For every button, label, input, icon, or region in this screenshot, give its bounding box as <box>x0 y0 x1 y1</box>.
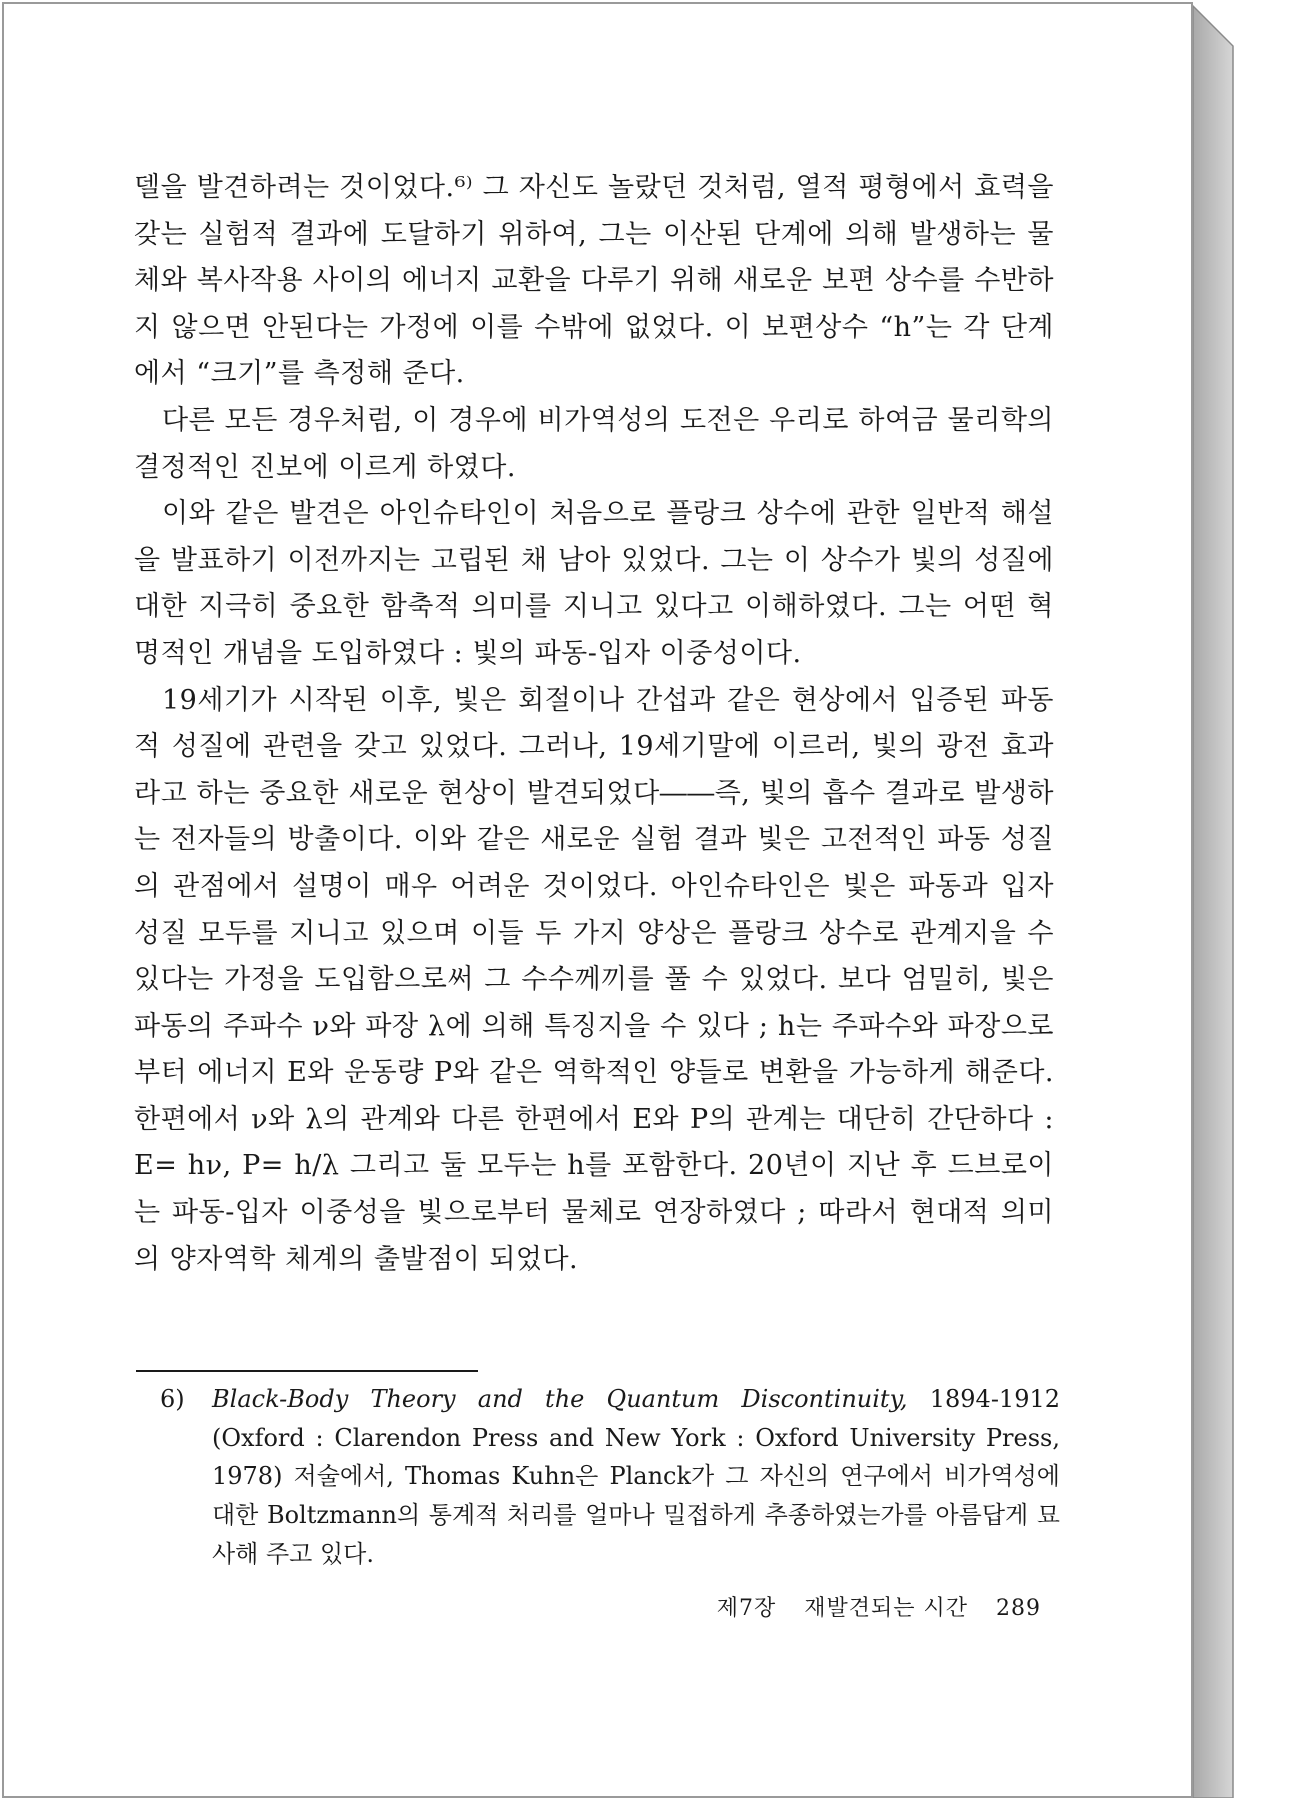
footnote-divider <box>136 1370 478 1372</box>
paragraph: 델을 발견하려는 것이었다.⁶⁾ 그 자신도 놀랐던 것처럼, 열적 평형에서 효력을 갖는 실험적 결과에 도달하기 위하여, 그는 이산된 단계에 의해 발생하는 물체와 복사작용 사이의 에너지 교환을 다루기 위해 새로운 보편 상수를 수반하지 않으면 안된다는 가정에 이를 수밖에 없었다. 이 보편상수 “h”는 각 단계에서 “크기”를 측정해 준다. <box>134 172 1054 390</box>
chapter-label: 제7장 <box>716 1596 777 1621</box>
footnote-body <box>212 1380 1060 1574</box>
running-footer <box>697 1591 1041 1622</box>
footnote-number: 6) <box>160 1385 185 1413</box>
footnote-title: Black-Body Theory and the Quantum Discontinuity, <box>212 1385 908 1414</box>
paragraph: 19세기가 시작된 이후, 빛은 회절이나 간섭과 같은 현상에서 입증된 파동적 성질에 관련을 갖고 있었다. 그러나, 19세기말에 이르러, 빛의 광전 효과라고 하는 중요한 새로운 현상이 발견되었다――즉, 빛의 흡수 결과로 발생하는 전자들의 방출이다. 이와 같은 새로운 실험 결과 빛은 고전적인 파동 성질의 관점에서 설명이 매우 어려운 것이었다. 아인슈타인은 빛은 파동과 입자 성질 모두를 지니고 있으며 이들 두 가지 양상은 플랑크 상수로 관계지을 수 있다는 가정을 도입함으로써 그 수수께끼를 풀 수 있었다. 보다 엄밀히, 빛은 파동의 주파수 ν와 파장 λ에 의해 특징지을 수 있다 ; h는 주파수와 파장으로부터 에너지 E와 운동량 P와 같은 역학적인 양들로 변환을 가능하게 해준다. 한편에서 ν와 λ의 관계와 다른 한편에서 E와 P의 관계는 대단히 간단하다 : E= hν, P= h/λ 그리고 둘 모두는 h를 포함한다. 20년이 지난 후 드브로이는 파동-입자 이중성을 빛으로부터 물체로 연장하였다 ; 따라서 현대적 의미의 양자역학 체계의 출발점이 되었다. <box>134 684 1054 1275</box>
chapter-title: 재발견되는 시간 <box>804 1596 968 1621</box>
paragraph: 다른 모든 경우처럼, 이 경우에 비가역성의 도전은 우리로 하여금 물리학의 결정적인 진보에 이르게 하였다. <box>134 404 1054 483</box>
footnote-text: 1894-1912 (Oxford : Clarendon Press and New York : Oxford University Press, 1978) 저술에서, Thomas Kuhn은 Planck가 그 자신의 연구에서 비가역성에 대한 Boltzmann의 통계적 처리를 얼마나 밀접하게 추종하였는가를 아름답게 묘사해 주고 있다. <box>212 1385 1061 1568</box>
page-edge-shading <box>1193 2 1239 1798</box>
footnote <box>160 1380 1060 1574</box>
paragraph: 이와 같은 발견은 아인슈타인이 처음으로 플랑크 상수에 관한 일반적 해설을 발표하기 이전까지는 고립된 채 남아 있었다. 그는 이 상수가 빛의 성질에 대한 지극히 중요한 함축적 의미를 지니고 있다고 이해하였다. 그는 어떤 혁명적인 개념을 도입하였다 : 빛의 파동-입자 이중성이다. <box>134 498 1054 669</box>
body-text <box>134 165 1054 1283</box>
page-number: 289 <box>996 1596 1041 1621</box>
